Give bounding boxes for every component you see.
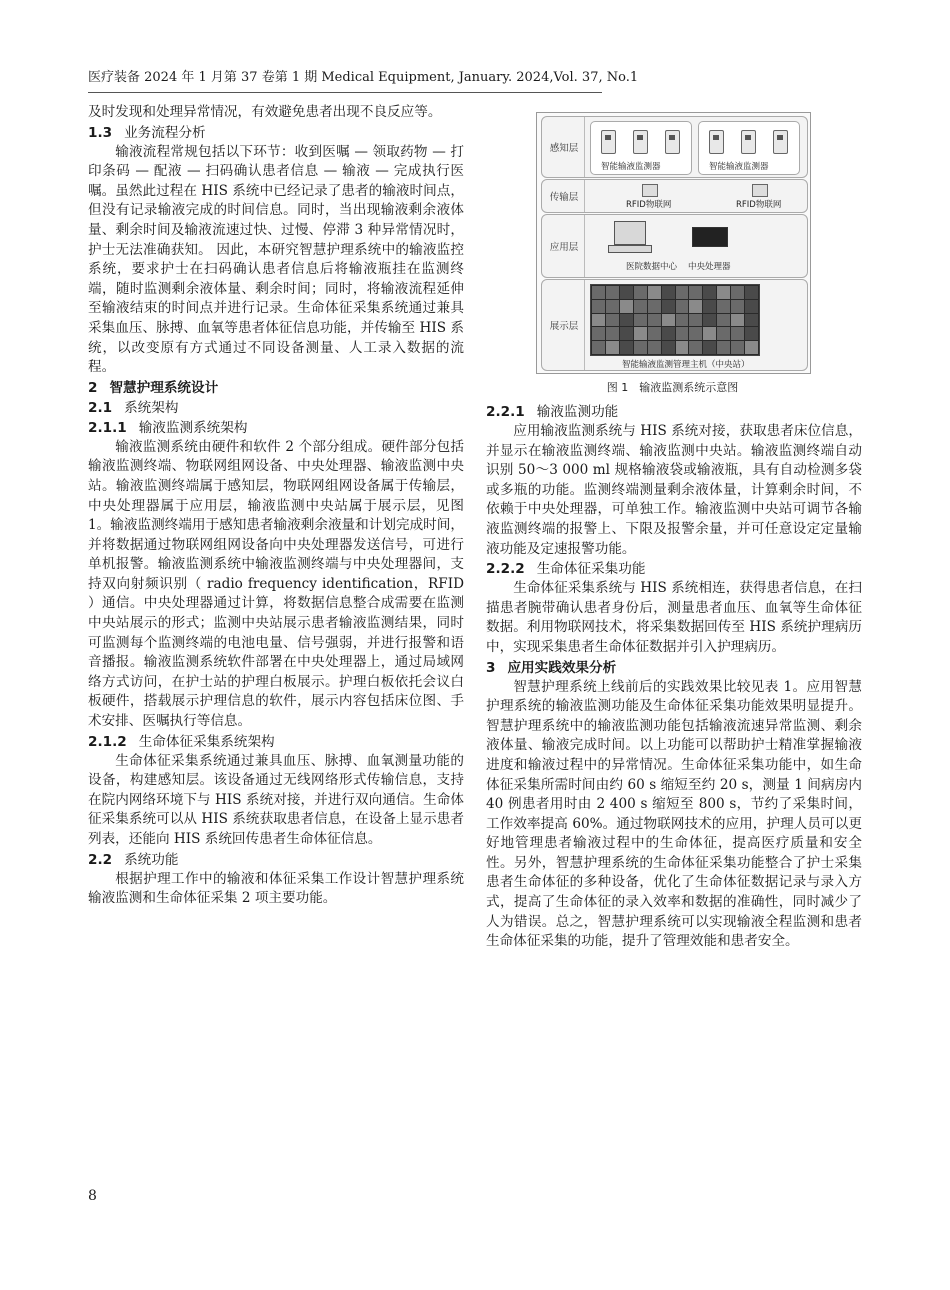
device-group-left xyxy=(590,121,692,175)
paragraph: 生命体征采集系统通过兼具血压、脉搏、血氧测量功能的设备，构建感知层。该设备通过无线网络形式传输信息，支持在院内网络环境下与 HIS 系统对接，并进行双向通信。生命体征采集系统可以从 HIS 系统获取患者信息，在设备上显示患者列表，还能向 HIS 系统回传患者生命体征信息。 xyxy=(88,752,464,847)
cpu-caption: 中央处理器 xyxy=(688,262,731,272)
infusion-monitor-icon xyxy=(741,130,756,154)
data-center-caption: 医院数据中心 xyxy=(626,262,678,272)
section-heading-1-3: 1.3 业务流程分析 xyxy=(88,124,206,141)
paragraph: 输液流程常规包括以下环节：收到医嘱 — 领取药物 — 打印条码 — 配液 — 扫码确认患者信息 — 输液 — 完成执行医嘱。虽然此过程在 HIS 系统中已经记录了患者的输液时间点，但没有记录输液完成的时间信息。同时，当出现输液剩余液体量、剩余时间及输液流速过快、过慢、停滞 3 种异常情况时，护士无法准确获知。 因此，本研究智慧护理系统中的输液监控系统，要求护士在扫码确认患者信息后将输液瓶挂在监测终端，随时监测剩余液体量、剩余时间；同时，将输液流程延伸至输液结束的时间点并进行记录。生命体征采集系统通过兼具采集血压、脉搏、血氧等患者体征信息功能，并传输至 HIS 系统，以改变原有方式通过不同设备测量、人工录入数据的流程。 xyxy=(88,143,464,376)
rfid-caption: RFID物联网 xyxy=(626,200,672,210)
paragraph: 智慧护理系统上线前后的实践效果比较见表 1。应用智慧护理系统的输液监测功能及生命体征采集功能效果明显提升。智慧护理系统中的输液监测功能包括输液流速异常监测、剩余液体量、输液完成时间。以上功能可以帮助护士精准掌握输液进度和输液过程中的异常情况。生命体征采集功能中，如生命体征采集所需时间由约 60 s 缩短至约 20 s，测量 1 间病房内 40 例患者用时由 2 400 s 缩短至 800 s，节约了采集时间，工作效率提高 60%。通过物联网技术的应用，护理人员可以更好地管理患者输液过程中的生命体征，提高医疗质量和安全性。另外，智慧护理系统的生命体征采集功能整合了护士采集患者生命体征的多种设备，优化了生命体征数据记录与录入方式，提高了生命体征的录入效率和数据的准确性，同时减少了人为错误。总之，智慧护理系统可以实现输液全程监测和患者生命体征采集的功能，提升了管理效能和患者安全。 xyxy=(486,678,862,950)
paragraph: 根据护理工作中的输液和体征采集工作设计智慧护理系统输液监测和生命体征采集 2 项主要功能。 xyxy=(88,870,464,907)
left-column xyxy=(88,103,464,909)
layer-label: 传输层 xyxy=(544,180,585,212)
paragraph: 生命体征采集系统与 HIS 系统相连，获得患者信息，在扫描患者腕带确认患者身份后，测量患者血压、血氧等生命体征数据。利用物联网技术，将采集数据回传至 HIS 系统护理病历中，实现采集患者生命体征数据并引入护理病历。 xyxy=(486,580,862,655)
host-caption: 智能输液监测管理主机（中央站） xyxy=(622,360,750,370)
layer-label: 展示层 xyxy=(544,280,585,370)
section-heading-2-2-1: 2.2.1 输液监测功能 xyxy=(486,404,619,420)
running-header: 医疗装备 2024 年 1 月第 37 卷第 1 期 Medical Equipment, January. 2024,Vol. 37, No.1 xyxy=(88,70,639,85)
perception-layer xyxy=(541,116,808,178)
infusion-monitor-icon xyxy=(773,130,788,154)
application-layer xyxy=(541,214,808,278)
figure-1-diagram xyxy=(536,112,811,374)
infusion-monitor-icon xyxy=(633,130,648,154)
section-heading-2: 2 智慧护理系统设计 xyxy=(88,379,219,396)
display-layer xyxy=(541,279,808,371)
section-heading-2-1-2: 2.1.2 生命体征采集系统架构 xyxy=(88,733,275,750)
layer-label: 感知层 xyxy=(544,117,585,177)
paragraph: 应用输液监测系统与 HIS 系统对接，获取患者床位信息，并显示在输液监测终端、输液监测中央站。输液监测终端自动识别 50～3 000 ml 规格输液袋或输液瓶，具有自动检测多袋或多瓶的功能。监测终端测量剩余液体量，计算剩余时间，不依赖于中央处理器，可单独工作。输液监测中央站可调节各输液监测终端的报警上、下限及报警余量，并可任意设定定量输液功能及定速报警功能。 xyxy=(486,423,862,557)
section-heading-2-1-1: 2.1.1 输液监测系统架构 xyxy=(88,419,248,436)
rfid-device-icon xyxy=(752,184,768,197)
cpu-icon xyxy=(692,227,728,247)
central-station-screen xyxy=(590,284,760,356)
section-heading-2-1: 2.1 系统架构 xyxy=(88,399,179,416)
infusion-monitor-icon xyxy=(601,130,616,154)
infusion-monitor-icon xyxy=(665,130,680,154)
keyboard-icon xyxy=(608,245,652,253)
page-number: 8 xyxy=(88,1188,97,1204)
section-heading-3: 3 应用实践效果分析 xyxy=(486,659,617,676)
computer-icon xyxy=(614,221,646,245)
figure-caption: 图 1 输液监测系统示意图 xyxy=(606,381,739,394)
device-group-right xyxy=(698,121,800,175)
infusion-monitor-icon xyxy=(709,130,724,154)
right-column xyxy=(486,402,862,952)
rfid-device-icon xyxy=(642,184,658,197)
device-caption: 智能输液监测器 xyxy=(709,162,769,172)
section-heading-2-2: 2.2 系统功能 xyxy=(88,851,179,868)
section-heading-2-2-2: 2.2.2 生命体征采集功能 xyxy=(486,561,646,578)
layer-label: 应用层 xyxy=(544,215,585,277)
transport-layer xyxy=(541,179,808,213)
rfid-caption: RFID物联网 xyxy=(736,200,782,210)
header-rule xyxy=(88,92,602,93)
paragraph: 输液监测系统由硬件和软件 2 个部分组成。硬件部分包括输液监测终端、物联网组网设备、中央处理器、输液监测中央站。输液监测终端属于感知层，物联网组网设备属于传输层，中央处理器属于应用层，输液监测中央站属于展示层，见图 1。输液监测终端用于感知患者输液剩余液量和计划完成时间，并将数据通过物联网组网设备向中央处理器发送信号，可进行单机报警。输液监测系统中输液监测终端与中央处理器间，支持双向射频识别（ radio frequency identification，RFID ）通信。中央处理器通过计算，将数据信息整合成需要在监测中央站展示的形式；监测中央站展示患者输液监测结果，同时可监测每个监测终端的电池电量、信号强弱，并进行报警和语音播报。输液监测系统软件部署在中央处理器上，通过局域网络方式访问，在护士站的护理白板展示。护理白板依托会议白板硬件，搭载展示护理信息的软件，展示内容包括床位图、手术安排、医嘱执行等信息。 xyxy=(88,438,464,730)
paragraph: 及时发现和处理异常情况，有效避免患者出现不良反应等。 xyxy=(88,104,442,120)
device-caption: 智能输液监测器 xyxy=(601,162,661,172)
